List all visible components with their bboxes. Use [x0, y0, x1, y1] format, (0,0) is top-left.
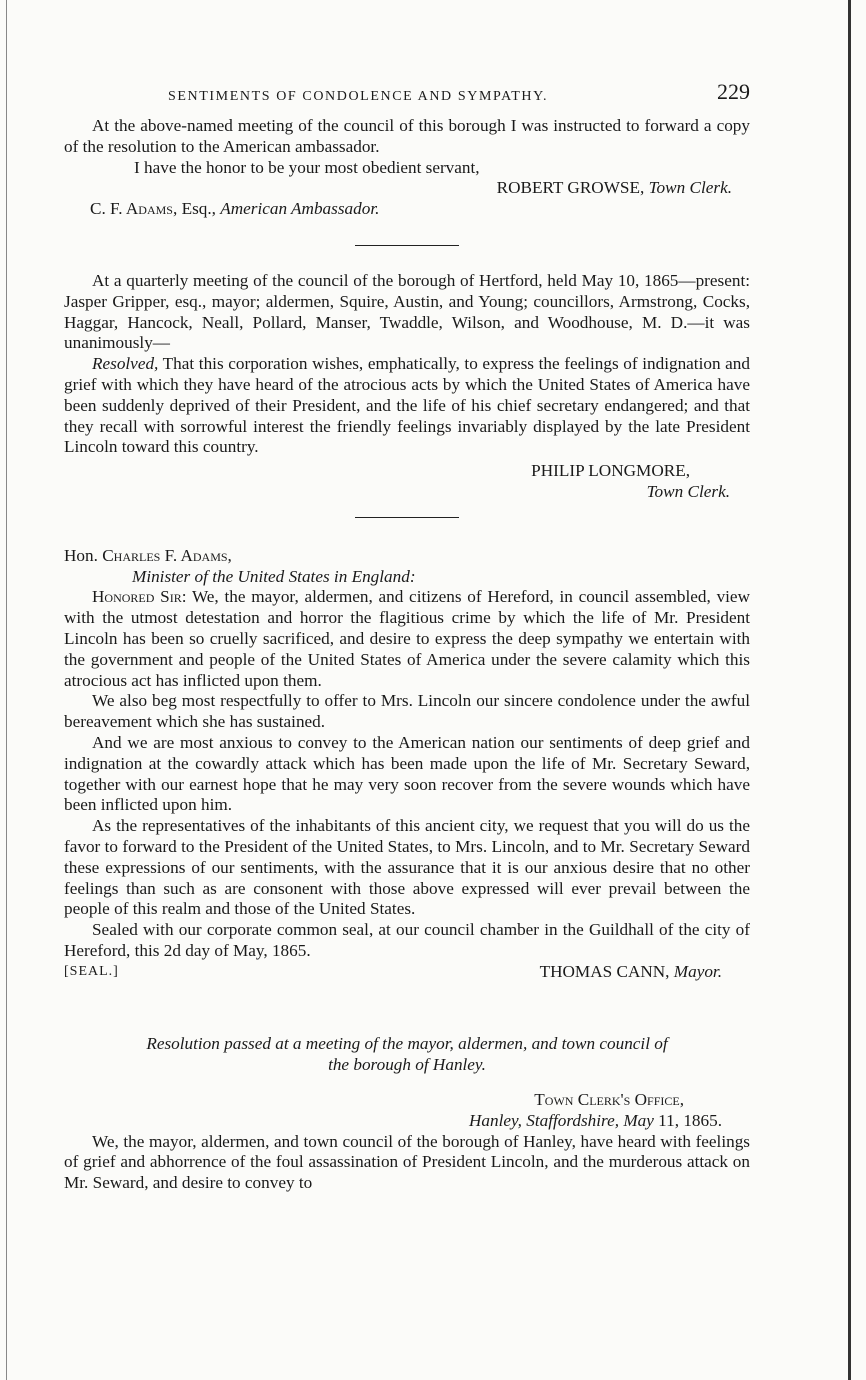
- hertford-intro: At a quarterly meeting of the council of the borough of Hertford, held May 10, 1865—present: Jasper Gripper, esq., mayor; aldermen, Squire, Austin, and Young; councillors, Armstrong, Cocks, Haggar, Hancock, Neall, Pollard, Manser, Twaddle, Wilson, and Woodhouse, M. D.—it was unanimously—: [64, 270, 750, 353]
- growse-body: At the above-named meeting of the council of this borough I was instructed to forward a copy of the resolution to the American ambassador.: [64, 116, 750, 156]
- hanley-place: Hanley, Staffordshire, May: [468, 1110, 654, 1130]
- page-edge-left: [6, 0, 7, 1380]
- hereford-signer-title: Mayor.: [673, 961, 722, 981]
- running-head: [64, 79, 750, 116]
- hanley-office: Town Clerk's Office,: [534, 1090, 684, 1110]
- hanley-body: We, the mayor, aldermen, and town council of the borough of Hanley, have heard with feelings of grief and abhorrence of the foul assassination of President Lincoln, and the murderous attack on Mr. Seward, and desire to convey to: [64, 1131, 750, 1193]
- hereford-paragraph-1: [64, 587, 750, 691]
- hereford-addressee-title: Minister of the United States in England:: [132, 566, 416, 586]
- hanley-place-date: [64, 1111, 750, 1132]
- hanley-heading-line-1: Resolution passed at a meeting of the mayor, aldermen, and town council of: [146, 1034, 668, 1054]
- hereford-salutation: Honored Sir:: [92, 587, 187, 607]
- growse-signer-title: Town Clerk.: [648, 178, 732, 198]
- hereford-paragraph-4: As the representatives of the inhabitants of this ancient city, we request that you will do us the favor to forward to the President of the United States, to Mrs. Lincoln, and to Mr. Secretary Seward these expressions of our sentiments, with the assurance that it is our anxious desire that no other feelings than such as are consonent with those above expressed will ever prevail between the people of this realm and those of the United States.: [64, 816, 750, 919]
- growse-addressee-title: American Ambassador.: [220, 199, 380, 219]
- running-title: SENTIMENTS OF CONDOLENCE AND SYMPATHY.: [168, 89, 549, 104]
- hanley-heading-line-2: the borough of Hanley.: [328, 1055, 486, 1075]
- hertford-signer: PHILIP LONGMORE,: [531, 461, 690, 481]
- hereford-seal: [SEAL.]: [64, 963, 119, 979]
- hertford-resolution: [64, 354, 750, 458]
- growse-addressee-esq: Esq.,: [181, 199, 216, 219]
- hereford-addressee-name: Charles F. Adams,: [102, 545, 232, 565]
- hereford-addressee: [64, 546, 750, 567]
- growse-addressee-name: C. F. Adams,: [90, 199, 178, 219]
- hertford-resolved-text: That this corporation wishes, emphatically, to express the feelings of indignation and grief with which they have heard of the atrocious acts by which the United States of America have been suddenly deprived of their President, and the life of his chief secretary endangered; and that they recall with sorrowful interest the friendly feelings invariably displayed by the late President Lincoln toward this country.: [64, 354, 750, 457]
- growse-addressee: [64, 199, 750, 220]
- growse-signature: [64, 178, 750, 199]
- growse-signer: ROBERT GROWSE,: [496, 178, 645, 198]
- page-number: 229: [717, 79, 750, 104]
- hereford-seal-line: [64, 962, 750, 983]
- hereford-p1: We, the mayor, aldermen, and citizens of Hereford, in council assembled, view with the utmost detestation and horror the flagitious crime by which the life of Mr. President Lincoln has been so cruelly sacrificed, and desire to express the deep sympathy we entertain with the government and people of the United States of America under the severe calamity which this atrocious act has inflicted upon them.: [64, 587, 750, 690]
- page-content: [64, 79, 750, 1194]
- hereford-paragraph-5: Sealed with our corporate common seal, at our council chamber in the Guildhall of the city of Hereford, this 2d day of May, 1865.: [64, 920, 750, 960]
- hereford-signature: [540, 962, 722, 983]
- hereford-paragraph-3: And we are most anxious to convey to the American nation our sentiments of deep grief and indignation at the cowardly attack which has been made upon the life of Mr. Secretary Seward, together with our earnest hope that he may very soon recover from the severe wounds which have been inflicted upon him.: [64, 732, 750, 815]
- hertford-signer-title: Town Clerk.: [646, 481, 730, 501]
- growse-closing: I have the honor to be your most obedient servant,: [134, 157, 480, 177]
- hertford-resolved-label: Resolved,: [92, 354, 159, 374]
- hereford-paragraph-2: We also beg most respectfully to offer to Mrs. Lincoln our sincere condolence under the awful bereavement which she has sustained.: [64, 691, 750, 732]
- hereford-addressee-hon: Hon.: [64, 545, 98, 565]
- hereford-signer: THOMAS CANN,: [539, 961, 670, 981]
- page-edge-right: [848, 0, 851, 1380]
- hanley-date-num: 11, 1865.: [658, 1110, 722, 1130]
